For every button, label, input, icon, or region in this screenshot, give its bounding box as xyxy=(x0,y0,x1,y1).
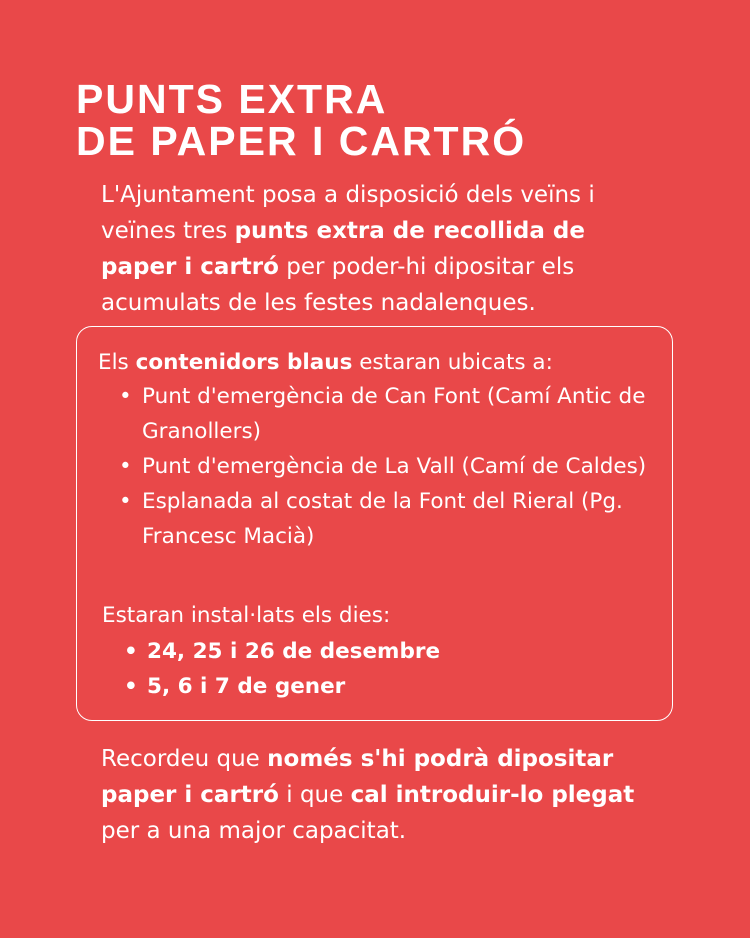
date-item xyxy=(124,634,440,669)
bullet-icon: • xyxy=(119,489,132,514)
title-line-1: PUNTS EXTRA xyxy=(76,76,388,122)
intro-bold-text: punts extra de recollida de paper i cartró xyxy=(101,218,585,280)
dates-list xyxy=(124,634,440,704)
containers-info-box xyxy=(76,326,673,721)
intro-text-end: per poder-hi dipositar els acumulats de les festes nadalenques. xyxy=(101,254,575,316)
containers-heading-end: estaran ubicats a: xyxy=(352,350,553,375)
date-item xyxy=(124,669,440,704)
dates-heading: Estaran instal·lats els dies: xyxy=(102,603,391,628)
date-text: 5, 6 i 7 de gener xyxy=(147,674,346,699)
containers-heading-bold: contenidors blaus xyxy=(135,350,353,375)
reminder-text-2: i que xyxy=(278,782,351,808)
containers-heading xyxy=(98,345,553,381)
page-title xyxy=(76,78,526,162)
intro-text: L'Ajuntament posa a disposició dels veïns i veïnes tres xyxy=(101,182,595,244)
location-item xyxy=(119,449,659,484)
location-text: Esplanada al costat de la Font del Rieral (Pg. Francesc Macià) xyxy=(142,489,623,549)
location-text: Punt d'emergència de La Vall (Camí de Caldes) xyxy=(142,454,647,479)
intro-paragraph xyxy=(101,177,661,321)
bullet-icon: • xyxy=(124,639,138,664)
reminder-text-3: per a una major capacitat. xyxy=(101,818,407,844)
locations-list xyxy=(119,379,659,554)
bullet-icon: • xyxy=(119,384,132,409)
title-line-2: DE PAPER I CARTRÓ xyxy=(76,118,527,164)
location-item xyxy=(119,484,659,554)
reminder-bold-1: només s'hi podrà dipositar paper i cartró xyxy=(101,746,614,808)
reminder-paragraph xyxy=(101,741,661,849)
date-text: 24, 25 i 26 de desembre xyxy=(147,639,441,664)
containers-heading-text: Els xyxy=(98,350,136,375)
reminder-bold-2: cal introduir-lo plegat xyxy=(350,782,635,808)
bullet-icon: • xyxy=(124,674,138,699)
location-item xyxy=(119,379,659,449)
location-text: Punt d'emergència de Can Font (Camí Antic de Granollers) xyxy=(142,384,646,444)
bullet-icon: • xyxy=(119,454,132,479)
reminder-text: Recordeu que xyxy=(101,746,268,772)
